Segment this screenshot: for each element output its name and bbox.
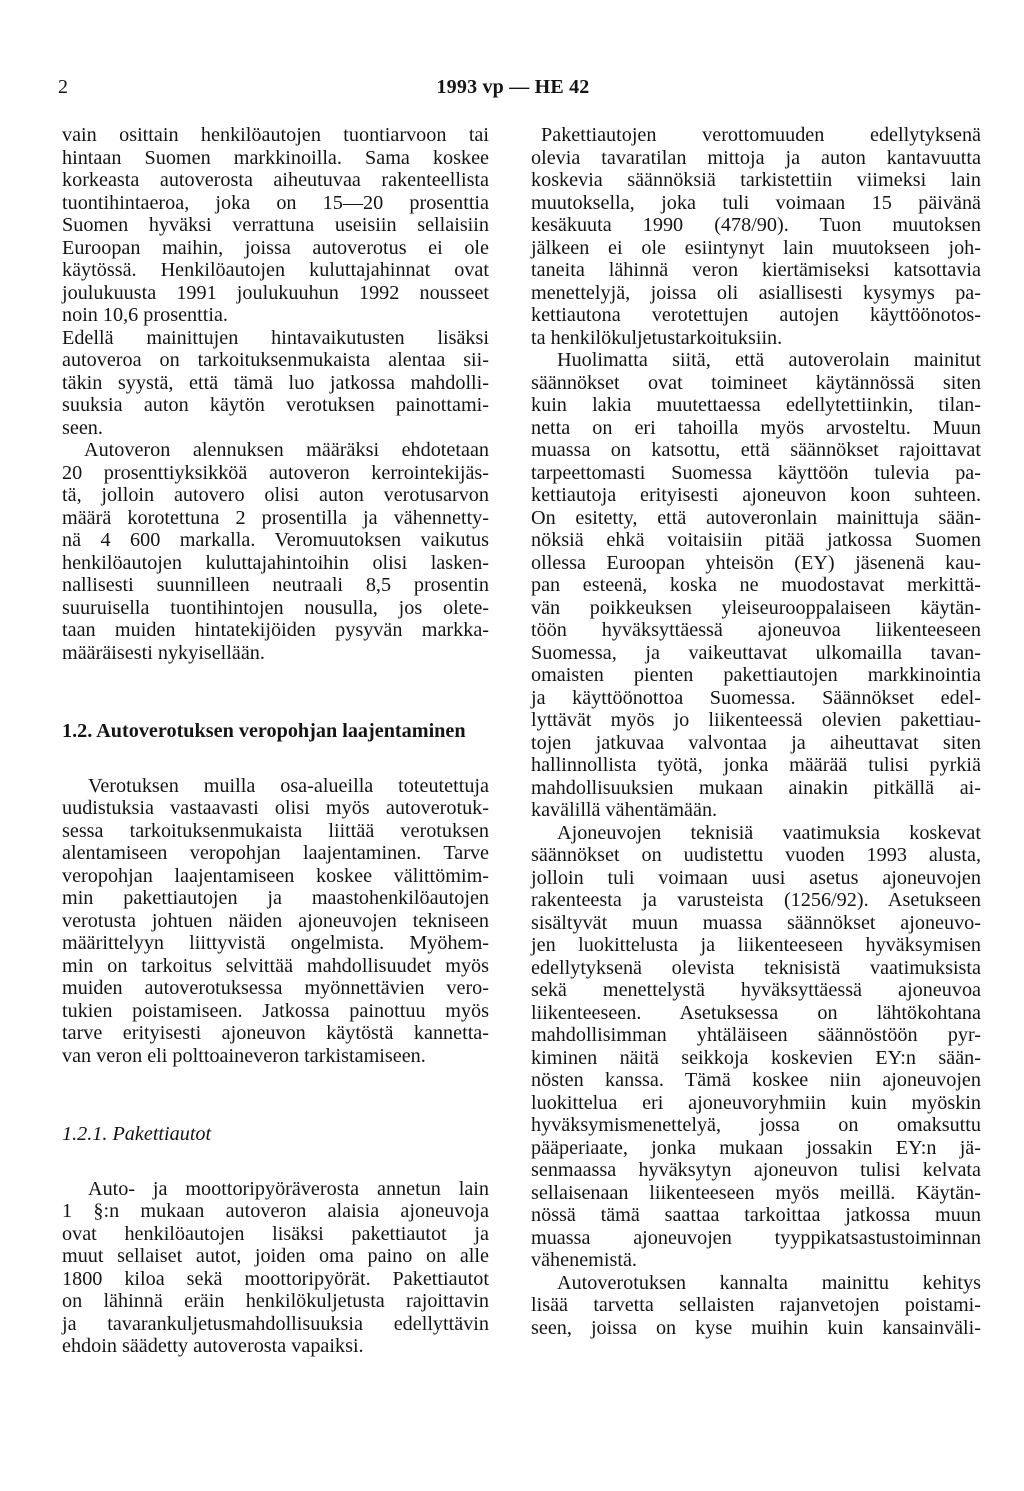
text-line: hintaan Suomen markkinoilla. Sama koskee xyxy=(62,146,489,169)
text-line: sekä menettelystä hyväksyttäessä ajoneuvoa xyxy=(531,979,981,1001)
text-line: netta on eri tahoilla myös arvosteltu. Muun xyxy=(531,416,981,439)
text-line: min on tarkoitus selvittää mahdollisuudet myös xyxy=(62,954,489,977)
text-line: menettelyjä, joissa oli asiallisesti kysymys pa- xyxy=(531,281,981,304)
text-line: Auto- ja moottoripyöräverosta annetun lain xyxy=(88,1177,489,1200)
text-line: kuin lakia muutettaessa edellytettiinkin, tilan- xyxy=(531,394,981,416)
text-line: jälkeen ei ole esiintynyt lain muutokseen joh- xyxy=(531,236,981,259)
text-line: Ajoneuvojen teknisiä vaatimuksia koskevat xyxy=(557,821,981,844)
text-line: suuruisella tuontihintojen nousulla, jos olete- xyxy=(62,596,489,619)
text-line: mahdollisuuksien mukaan ainakin pitkällä ai- xyxy=(531,776,981,799)
text-line: kavälillä vähentämään. xyxy=(531,799,718,821)
text-line: täkin syystä, että tämä luo jatkossa mahdolli- xyxy=(62,371,489,394)
text-line: Autoveron alennuksen määräksi ehdotetaan xyxy=(84,439,489,461)
text-line: sellaisenaan liikenteeseen myös meillä. Käytän- xyxy=(531,1181,981,1204)
text-line: ja tavarankuljetusmahdollisuuksia edellyttävin xyxy=(62,1312,489,1335)
text-line: vain osittain henkilöautojen tuontiarvoon tai xyxy=(62,124,489,146)
text-line: liikenteeseen. Asetuksessa on lähtökohtana xyxy=(531,1001,981,1024)
text-line: senmaassa hyväksytyn ajoneuvon tulisi kelvata xyxy=(531,1159,981,1181)
text-line: tuontihintaeroa, joka on 15—20 prosenttia xyxy=(62,191,489,214)
text-line: verotusta johtuen näiden ajoneuvojen tekniseen xyxy=(62,909,489,932)
text-line: koskevia säännöksiä tarkistettiin viimeksi lain xyxy=(531,169,981,191)
text-line: vän poikkeuksen yleiseurooppalaiseen käytän- xyxy=(531,596,981,619)
text-line: uudistuksia vastaavasti olisi myös autoverotuk- xyxy=(62,797,489,819)
section-heading: 1.2. Autoverotuksen veropohjan laajentaminen xyxy=(62,720,466,742)
text-line: rakenteesta ja varusteista (1256/92). Asetukseen xyxy=(531,889,981,911)
text-line: hyväksymismenettelyä, jossa on omaksuttu xyxy=(531,1114,981,1136)
paragraph xyxy=(62,775,489,1068)
text-line: nallisesti suunnilleen neutraali 8,5 prosentin xyxy=(62,574,489,596)
text-line: nä 4 600 markalla. Veromuutoksen vaikutus xyxy=(62,529,489,551)
text-line: Edellä mainittujen hintavaikutusten lisäksi xyxy=(62,326,489,349)
page-header xyxy=(58,76,968,102)
paragraph xyxy=(62,124,489,327)
text-line: tukien poistamiseen. Jatkossa painottuu myös xyxy=(62,999,489,1022)
text-line: töön hyväksyttäessä ajoneuvoa liikenteeseen xyxy=(531,619,981,641)
text-line: määrä korotettuna 2 prosentilla ja vähennetty- xyxy=(62,506,489,529)
text-line: muut sellaiset autot, joiden oma paino on alle xyxy=(62,1245,489,1267)
text-line: kettiautona verotettujen autojen käyttöönotos- xyxy=(531,304,981,326)
text-line: mahdollisimman yhtäläiseen säännöstöön pyr- xyxy=(531,1024,981,1046)
paragraph xyxy=(531,349,981,822)
text-line: taan muiden hintatekijöiden pysyvän markka- xyxy=(62,619,489,641)
text-line: pääperiaate, jonka mukaan jossakin EY:n jä- xyxy=(531,1136,981,1159)
text-line: nösten kanssa. Tämä koskee niin ajoneuvojen xyxy=(531,1069,981,1091)
text-line: Huolimatta siitä, että autoverolain mainitut xyxy=(557,349,981,371)
text-line: kiminen näitä seikkoja koskevien EY:n sään- xyxy=(531,1046,981,1069)
text-line: van veron eli polttoaineveron tarkistamiseen. xyxy=(62,1044,426,1067)
text-line: olevia tavaratilan mittoja ja auton kantavuutta xyxy=(531,146,981,169)
text-line: noin 10,6 prosenttia. xyxy=(62,304,228,326)
paragraph xyxy=(62,327,489,440)
text-line: kettiautoja erityisesti ajoneuvon koon suhteen. xyxy=(531,484,981,506)
text-line: seen, joissa on kyse muihin kuin kansainväli- xyxy=(531,1316,981,1339)
paragraph xyxy=(531,124,981,349)
text-line: säännökset on uudistettu vuoden 1993 alusta, xyxy=(531,844,981,866)
text-line: ehdoin säädetty autoverosta vapaiksi. xyxy=(62,1335,364,1357)
text-line: muassa on katsottu, että säännökset rajoittavat xyxy=(531,439,981,461)
text-line: Verotuksen muilla osa-alueilla toteutettuja xyxy=(88,774,489,797)
text-line: ja käyttöönottoa Suomessa. Säännökset edel- xyxy=(531,686,981,709)
text-line: Euroopan maihin, joissa autoverotus ei ole xyxy=(62,236,489,259)
paragraph xyxy=(62,1178,489,1358)
text-line: edellytyksenä olevista teknisistä vaatimuksista xyxy=(531,956,981,979)
text-line: autoveroa on tarkoituksenmukaista alentaa sii- xyxy=(62,349,489,371)
text-line: omaisten pienten pakettiautojen markkinointia xyxy=(531,664,981,686)
text-line: pan esteenä, koska ne muodostavat merkittä- xyxy=(531,574,981,596)
text-line: nöksiä ehkä voitaisiin pitää jatkossa Suomen xyxy=(531,529,981,551)
text-line: korkeasta autoverosta aiheutuvaa rakenteellista xyxy=(62,169,489,191)
paragraph xyxy=(531,1272,981,1340)
text-line: lyttävät myös jo liikenteessä olevien pakettiau- xyxy=(531,709,981,731)
text-line: käytössä. Henkilöautojen kuluttajahinnat ovat xyxy=(62,259,489,281)
text-line: kesäkuuta 1990 (478/90). Tuon muutoksen xyxy=(531,214,981,236)
text-line: tä, jolloin autovero olisi auton verotusarvon xyxy=(62,484,489,506)
text-line: On esitetty, että autoveronlain mainittuja sään- xyxy=(531,506,981,529)
text-line: säännökset ovat toimineet käytännössä siten xyxy=(531,371,981,394)
text-line: luokittelua eri ajoneuvoryhmiin kuin myöskin xyxy=(531,1091,981,1114)
page-number: 2 xyxy=(58,76,68,98)
text-line: Pakettiautojen verottomuuden edellytyksenä xyxy=(541,124,981,146)
text-line: nössä tämä saattaa tarkoittaa jatkossa muun xyxy=(531,1204,981,1226)
text-line: sessa tarkoituksenmukaista liittää verotuksen xyxy=(62,819,489,842)
text-line: taneita lähinnä veron kiertämiseksi katsottavia xyxy=(531,259,981,281)
text-line: on lähinnä eräin henkilökuljetusta rajoittavin xyxy=(62,1290,489,1312)
text-line: jen luokittelusta ja liikenteeseen hyväksymisen xyxy=(531,934,981,956)
text-line: 20 prosenttiyksikköä autoveron kerrointekijäs- xyxy=(62,461,489,484)
text-line: muassa ajoneuvojen tyyppikatsastustoiminnan xyxy=(531,1226,981,1249)
text-line: ovat henkilöautojen lisäksi pakettiautot ja xyxy=(62,1222,489,1245)
text-line: 1800 kiloa sekä moottoripyörät. Pakettiautot xyxy=(62,1267,489,1290)
text-line: tojen jatkuvaa valvontaa ja aiheuttavat siten xyxy=(531,731,981,754)
text-line: sisältyvät muun muassa säännökset ajoneuvo- xyxy=(531,911,981,934)
text-line: vähenemistä. xyxy=(531,1249,637,1271)
text-line: ta henkilökuljetustarkoituksiin. xyxy=(531,326,783,349)
text-line: Suomen hyväksi verrattuna useisiin sellaisiin xyxy=(62,214,489,236)
text-line: joulukuusta 1991 joulukuuhun 1992 nousseet xyxy=(62,281,489,304)
text-line: hallinnollista työtä, jonka määrää tulisi pyrkiä xyxy=(531,754,981,776)
text-line: veropohjan laajentamiseen koskee välittömim- xyxy=(62,864,489,887)
paragraph xyxy=(62,439,489,664)
text-line: suuksia auton käytön verotuksen painottami- xyxy=(62,394,489,416)
paragraph xyxy=(531,822,981,1272)
text-line: määräisesti nykyisellään. xyxy=(62,641,265,664)
text-line: Suomessa, ja vaikeuttavat ulkomailla tavan- xyxy=(531,641,981,664)
text-line: tarpeettomasti Suomessa käyttöön tulevia pa- xyxy=(531,461,981,484)
running-head: 1993 vp — HE 42 xyxy=(436,76,590,98)
text-line: määrittelyyn liittyvistä ongelmista. Myöhem- xyxy=(62,932,489,954)
text-line: jolloin tuli voimaan uusi asetus ajoneuvojen xyxy=(531,866,981,889)
subsection-heading: 1.2.1. Pakettiautot xyxy=(62,1123,212,1145)
text-line: tarve erityisesti ajoneuvon käytöstä kannetta- xyxy=(62,1022,489,1044)
text-line: alentamiseen veropohjan laajentaminen. Tarve xyxy=(62,842,489,864)
text-line: Autoverotuksen kannalta mainittu kehitys xyxy=(557,1271,981,1294)
left-column xyxy=(62,124,489,1358)
text-line: 1 §:n mukaan autoveron alaisia ajoneuvoja xyxy=(62,1200,489,1222)
right-column xyxy=(531,124,981,1339)
text-line: muiden autoverotuksessa myönnettävien vero- xyxy=(62,977,489,999)
text-line: henkilöautojen kuluttajahintoihin olisi lasken- xyxy=(62,551,489,574)
text-line: ollessa Euroopan yhteisön (EY) jäsenenä kau- xyxy=(531,551,981,574)
text-line: lisää tarvetta sellaisten rajanvetojen poistami- xyxy=(531,1294,981,1316)
text-line: muutoksella, joka tuli voimaan 15 päivänä xyxy=(531,191,981,214)
text-line: min pakettiautojen ja maastohenkilöautojen xyxy=(62,887,489,909)
text-line: seen. xyxy=(62,416,103,439)
